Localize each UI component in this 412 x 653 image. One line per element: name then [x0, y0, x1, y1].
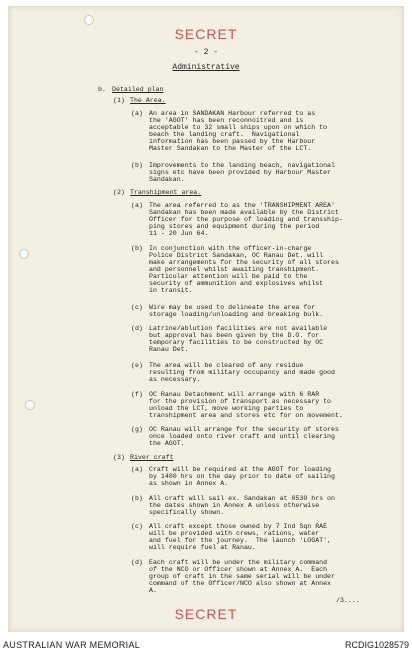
paragraph-line: Sandakan.: [149, 176, 185, 183]
paragraph-line: temporary facilities to be constructed by OC: [149, 339, 324, 346]
paragraph-line: once loaded onto river craft and until clearing: [149, 433, 335, 440]
paragraph-label: (a): [131, 466, 143, 473]
paragraph-line: information has been passed by the Harbour: [149, 138, 316, 145]
paragraph-line: The area will be cleared of any residue: [149, 362, 304, 369]
paragraph-label: (d): [131, 325, 143, 332]
paragraph-label: (c): [131, 304, 143, 311]
paragraph-line: Police District Sandakan, OC Ranau Det. will: [149, 252, 324, 259]
archive-footer: [0, 636, 412, 653]
paragraph-label: (c): [131, 523, 143, 530]
paragraph-line: Sandakan has been made available by the District: [149, 209, 339, 216]
paragraph-line: command of the Officer/NCO also shown at Annex: [149, 580, 332, 587]
paragraph-line: make arrangements for the security of all stores: [149, 259, 339, 266]
punch-hole: [25, 400, 35, 410]
paragraph-line: unload the LCT, move working parties to: [149, 405, 304, 412]
paragraph-line: beach the landing craft. Navigational: [149, 131, 300, 138]
institution-name: AUSTRALIAN WAR MEMORIAL: [3, 640, 141, 650]
paragraph-label: (g): [131, 426, 143, 433]
subsection-title: The Area.: [130, 97, 166, 104]
paragraph-label: (d): [131, 559, 143, 566]
subsection-title: River craft: [130, 454, 174, 461]
paragraph-line: the 'AGOT' has been reconnoitred and is: [149, 117, 304, 124]
paragraph-line: as shown in Annex A.: [149, 480, 229, 487]
paragraph-line: OC Ranau will arrange for the security of stores: [149, 426, 339, 433]
paragraph-line: Improvements to the landing beach, navigational: [149, 162, 335, 169]
paragraph-line: All craft will sail ex. Sandakan at 0530 hrs on: [149, 495, 335, 502]
record-id: RCDIG1028579: [344, 640, 409, 650]
paragraph-label: (a): [131, 110, 143, 117]
paragraph-line: OC Ranau Detachment will arrange with 6 RAR: [149, 391, 320, 398]
subsection-label: (2): [113, 189, 125, 196]
paragraph-line: and fuel for the journey. The launch 'LOGAT',: [149, 537, 332, 544]
paragraph-line: acceptable to 32 small ships upon on which to: [149, 124, 328, 131]
paragraph-line: Wire may be used to delineate the area for: [149, 304, 316, 311]
paragraph-line: Master Sandakan to the Master of the LCT.: [149, 145, 312, 152]
paragraph-line: by 1400 hrs on the day prior to date of sailing: [149, 473, 335, 480]
continuation-marker: /3....: [336, 597, 360, 604]
paragraph-line: The area referred to as the 'TRANSHIPMENT AREA': [149, 202, 335, 209]
paragraph-line: transhipment area and stores etc for on movement.: [149, 412, 343, 419]
paragraph-line: security of ammunition and explosives whilst: [149, 280, 324, 287]
paragraph-line: will be provided with crews, rations, water: [149, 530, 320, 537]
paragraph-line: group of craft in the same serial will be under: [149, 573, 335, 580]
paragraph-line: In conjunction with the officer-in-charge: [149, 245, 312, 252]
paragraph-line: Particular attention will be paid to the: [149, 273, 308, 280]
paragraph-line: Each craft will be under the military command: [149, 559, 328, 566]
paragraph-line: resulting from military occupancy and made good: [149, 369, 335, 376]
subsection-label: (3): [113, 454, 125, 461]
classification-stamp-top: SECRET: [174, 26, 238, 42]
paragraph-line: A.: [149, 587, 157, 594]
paragraph-line: the dates shown in Annex A unless otherwise: [149, 502, 320, 509]
paragraph-line: but approval has been given by the D.O. for: [149, 332, 320, 339]
paragraph-label: (b): [131, 162, 143, 169]
paragraph-label: (a): [131, 202, 143, 209]
paragraph-line: Officer for the purpose of loading and transship-: [149, 216, 343, 223]
paragraph-line: All craft except those owned by 7 Ind Sqn RAE: [149, 523, 328, 530]
paragraph-label: (b): [131, 495, 143, 502]
section-title: Detailed plan: [112, 86, 164, 93]
paragraph-line: Craft will be required at the AGOT for loading: [149, 466, 332, 473]
paragraph-line: as necessary.: [149, 376, 201, 383]
paragraph-line: signs etc have been provided by Harbour Master: [149, 169, 332, 176]
paragraph-line: will require fuel at Ranau.: [149, 544, 256, 551]
punch-hole: [19, 249, 29, 259]
paragraph-line: 11 - 20 Jun 64.: [149, 230, 209, 237]
paragraph-line: of the NCO or Officer shown at Annex A. Each: [149, 566, 328, 573]
page-number: - 2 -: [193, 48, 218, 57]
paragraph-line: ping stores and equipment during the period: [149, 223, 320, 230]
paragraph-line: Ranau Det.: [149, 346, 189, 353]
paragraph-label: (e): [131, 362, 143, 369]
paragraph-line: for the provision of transport as necessary to: [149, 398, 332, 405]
paragraph-label: (b): [131, 245, 143, 252]
section-label: b.: [98, 86, 106, 93]
punch-hole: [84, 15, 94, 25]
paragraph-line: Latrine/ablution facilities are not available: [149, 325, 328, 332]
paragraph-line: the AGOT.: [149, 440, 185, 447]
classification-stamp-bottom: SECRET: [174, 606, 238, 622]
paragraph-label: (f): [131, 391, 143, 398]
subsection-label: (1): [113, 97, 125, 104]
paragraph-line: specifically shown.: [149, 509, 225, 516]
paragraph-line: An area in SANDAKAN Harbour referred to as: [149, 110, 316, 117]
paragraph-line: storage loading/unloading and breaking bulk.: [149, 311, 324, 318]
section-heading: Administrative: [172, 63, 240, 72]
paragraph-line: in transit.: [149, 287, 193, 294]
subsection-title: Transhipment area.: [130, 189, 202, 196]
paragraph-line: and personnel whilst awaiting transhipment.: [149, 266, 320, 273]
